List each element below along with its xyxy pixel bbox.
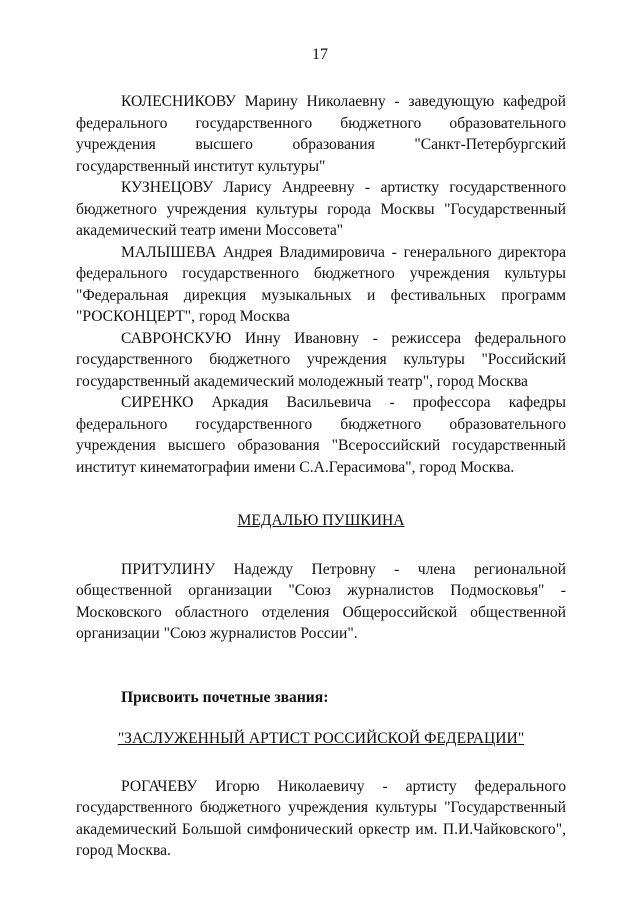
spacer — [76, 478, 566, 510]
page-number: 17 — [312, 46, 328, 63]
document-body — [76, 91, 566, 862]
awardee-paragraph: КОЛЕСНИКОВУ Марину Николаевну - заведующую кафедрой федерального государственного бюджетного образовательного учреждения высшего образования "Санкт-Петербургский государственный институт культуры" — [76, 93, 566, 175]
spacer — [76, 532, 566, 559]
awardee-paragraph: МАЛЫШЕВА Андрея Владимировича - генерального директора федерального государственного бюджетного учреждения культуры "Федеральная дирекция музыкальных и фестивальных программ "РОСКОНЦЕРТ", город Москва — [76, 243, 566, 325]
spacer — [76, 645, 566, 687]
awardee-paragraph: РОГАЧЕВУ Игорю Николаевичу - артисту федерального государственного бюджетного учреждения культуры "Государственный академический Большой симфонический оркестр им. П.И.Чайковского", город Москва. — [76, 777, 566, 859]
spacer — [76, 750, 566, 776]
section-heading-pushkin-medal: МЕДАЛЬЮ ПУШКИНА — [237, 512, 405, 529]
awardee-paragraph: СИРЕНКО Аркадия Васильевича - профессора кафедры федерального государственного бюджетного образовательного учреждения высшего образования "Всероссийский государственный институт кинематографии имени С.А.Герасимова", город Москва. — [76, 394, 566, 476]
assign-titles-label: Присвоить почетные звания: — [121, 688, 329, 706]
spacer — [76, 708, 566, 728]
awardee-paragraph: САВРОНСКУЮ Инну Ивановну - режиссера федерального государственного бюджетного учреждения культуры "Российский государственный академический молодежный театр", город Москва — [76, 329, 566, 390]
awardee-paragraph: ПРИТУЛИНУ Надежду Петровну - члена региональной общественной организации "Союз журналистов Подмосковья" - Московского областного отделения Общероссийской общественной организации "Союз журналистов России". — [76, 560, 566, 642]
awardee-paragraph: КУЗНЕЦОВУ Ларису Андреевну - артистку государственного бюджетного учреждения культуры города Москвы "Государственный академический театр имени Моссовета" — [76, 179, 566, 239]
section-heading-honored-artist: "ЗАСЛУЖЕННЫЙ АРТИСТ РОССИЙСКОЙ ФЕДЕРАЦИИ" — [117, 730, 525, 747]
